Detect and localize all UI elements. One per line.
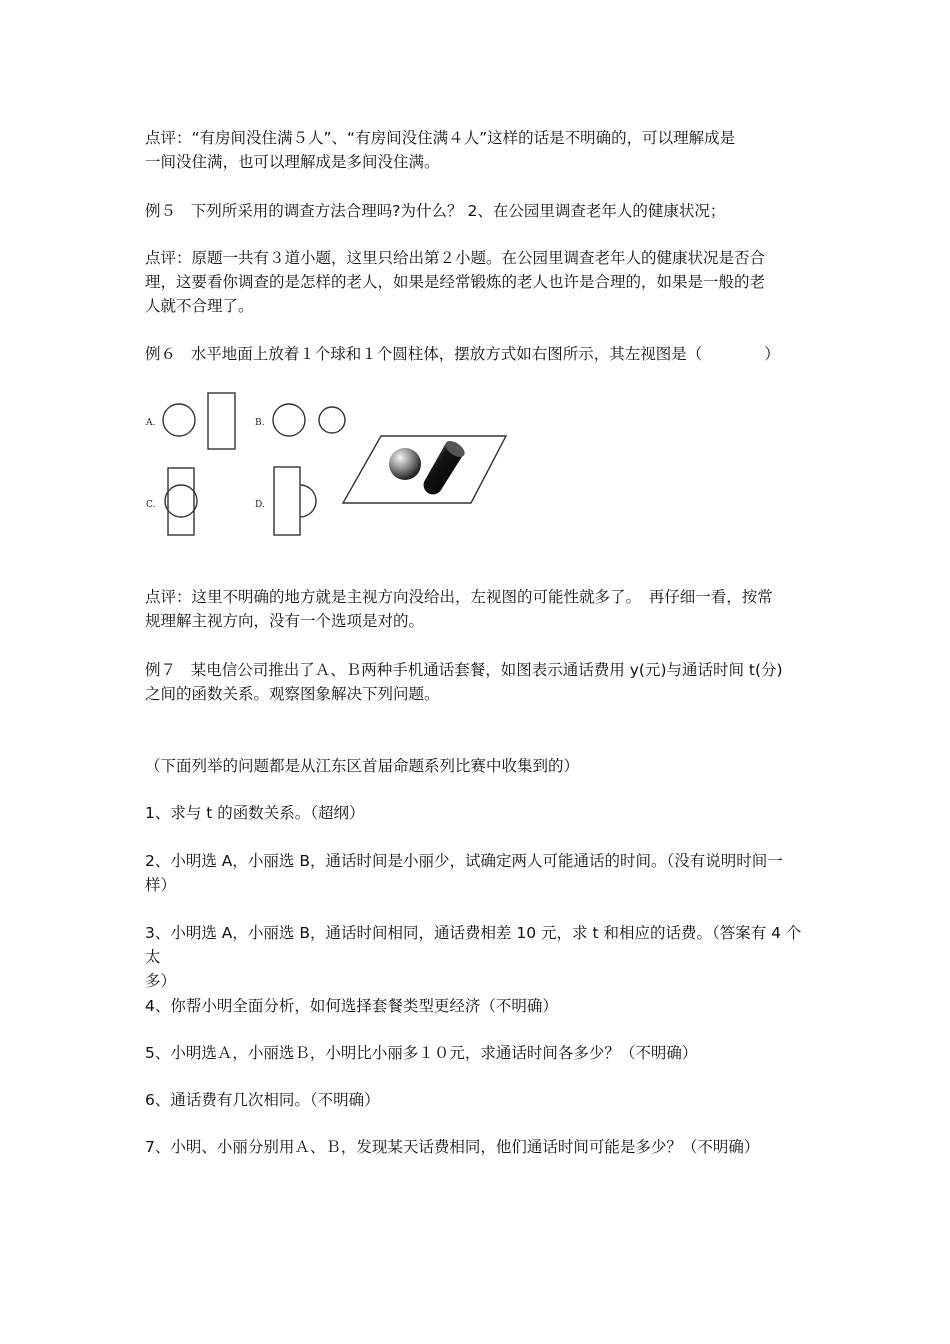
option-b-small-circle bbox=[319, 407, 345, 433]
comment-6-line-1: 点评：这里不明确的地方就是主视方向没给出，左视图的可能性就多了。 再仔细一看，按常 bbox=[145, 588, 773, 606]
question-3-line-1: 3、小明选 A，小丽选 B，通话时间相同，通话费相差 10 元，求 t 和相应的话费。（答案有 4 个太 bbox=[145, 924, 802, 966]
question-2-line-2: 样） bbox=[145, 876, 177, 894]
option-d-rect bbox=[274, 467, 300, 535]
question-4-line-1: 4、你帮小明全面分析，如何选择套餐类型更经济（不明确） bbox=[145, 997, 558, 1015]
option-c-circle bbox=[165, 485, 197, 517]
option-a-circle bbox=[163, 404, 195, 436]
comment-1 bbox=[145, 126, 810, 174]
comment-6 bbox=[145, 585, 810, 633]
example-5-text: 下列所采用的调查方法合理吗?为什么？ 2、在公园里调查老年人的健康状况； bbox=[190, 202, 726, 220]
comment-1-line-2: 一间没住满，也可以理解成是多间没住满。 bbox=[145, 153, 440, 171]
comment-5-line-2: 理，这要看你调查的是怎样的老人，如果是经常锻炼的老人也许是合理的，如果是一般的老 bbox=[145, 273, 766, 291]
question-2 bbox=[145, 849, 810, 897]
example-7-line-1: 某电信公司推出了Ａ、Ｂ两种手机通话套餐，如图表示通话费用 y(元)与通话时间 t(分) bbox=[190, 661, 783, 679]
question-3 bbox=[145, 921, 810, 993]
question-4 bbox=[145, 994, 810, 1018]
question-7 bbox=[145, 1135, 810, 1159]
question-1-line-1: 1、求与 t 的函数关系。（超纲） bbox=[145, 804, 365, 822]
example-5 bbox=[145, 199, 810, 223]
comment-1-line-1: 点评：“有房间没住满５人”、“有房间没住满４人”这样的话是不明确的，可以理解成是 bbox=[145, 129, 736, 147]
question-3-line-2: 多） bbox=[145, 972, 177, 990]
question-6 bbox=[145, 1088, 810, 1112]
comment-5-line-3: 人就不合理了。 bbox=[145, 297, 254, 315]
option-c-rect bbox=[168, 468, 194, 535]
question-5-line-1: 5、小明选Ａ，小丽选Ｂ，小明比小丽多１０元，求通话时间各多少？（不明确） bbox=[145, 1044, 698, 1062]
comment-5 bbox=[145, 246, 810, 318]
example-6-text: 水平地面上放着１个球和１个圆柱体，摆放方式如右图所示，其左视图是（ ） bbox=[190, 345, 780, 363]
three-view-figure bbox=[143, 380, 513, 545]
questions-intro: （下面列举的问题都是从江东区首届命题系列比赛中收集到的） bbox=[145, 757, 580, 775]
comment-5-line-1: 点评：原题一共有３道小题，这里只给出第２小题。在公园里调查老年人的健康状况是否合 bbox=[145, 249, 766, 267]
example-6-label: 例６ bbox=[145, 345, 177, 363]
question-5 bbox=[145, 1041, 810, 1065]
comment-6-line-2: 规理解主视方向，没有一个选项是对的。 bbox=[145, 612, 425, 630]
example-7-line-2: 之间的函数关系。观察图象解决下列问题。 bbox=[145, 685, 440, 703]
question-6-line-1: 6、通话费有几次相同。（不明确） bbox=[145, 1091, 380, 1109]
example-5-label: 例５ bbox=[145, 202, 177, 220]
option-c-label: C. bbox=[146, 500, 156, 510]
option-a-rect bbox=[208, 393, 235, 449]
example-6 bbox=[145, 342, 810, 366]
question-7-line-1: 7、小明、小丽分别用Ａ、Ｂ，发现某天话费相同，他们通话时间可能是多少？（不明确） bbox=[145, 1138, 760, 1156]
option-d-arc bbox=[300, 485, 316, 517]
ground-plane bbox=[343, 436, 506, 503]
example-7-label: 例７ bbox=[145, 661, 177, 679]
option-b-label: B. bbox=[255, 418, 265, 428]
option-a-label: A. bbox=[146, 418, 156, 428]
ball-shape bbox=[389, 448, 421, 480]
option-d-label: D. bbox=[255, 500, 265, 510]
question-2-line-1: 2、小明选 A，小丽选 B，通话时间是小丽少，试确定两人可能通话的时间。（没有说明时间一 bbox=[145, 852, 783, 870]
option-b-large-circle bbox=[273, 404, 305, 436]
example-7 bbox=[145, 658, 810, 706]
question-1 bbox=[145, 801, 810, 825]
